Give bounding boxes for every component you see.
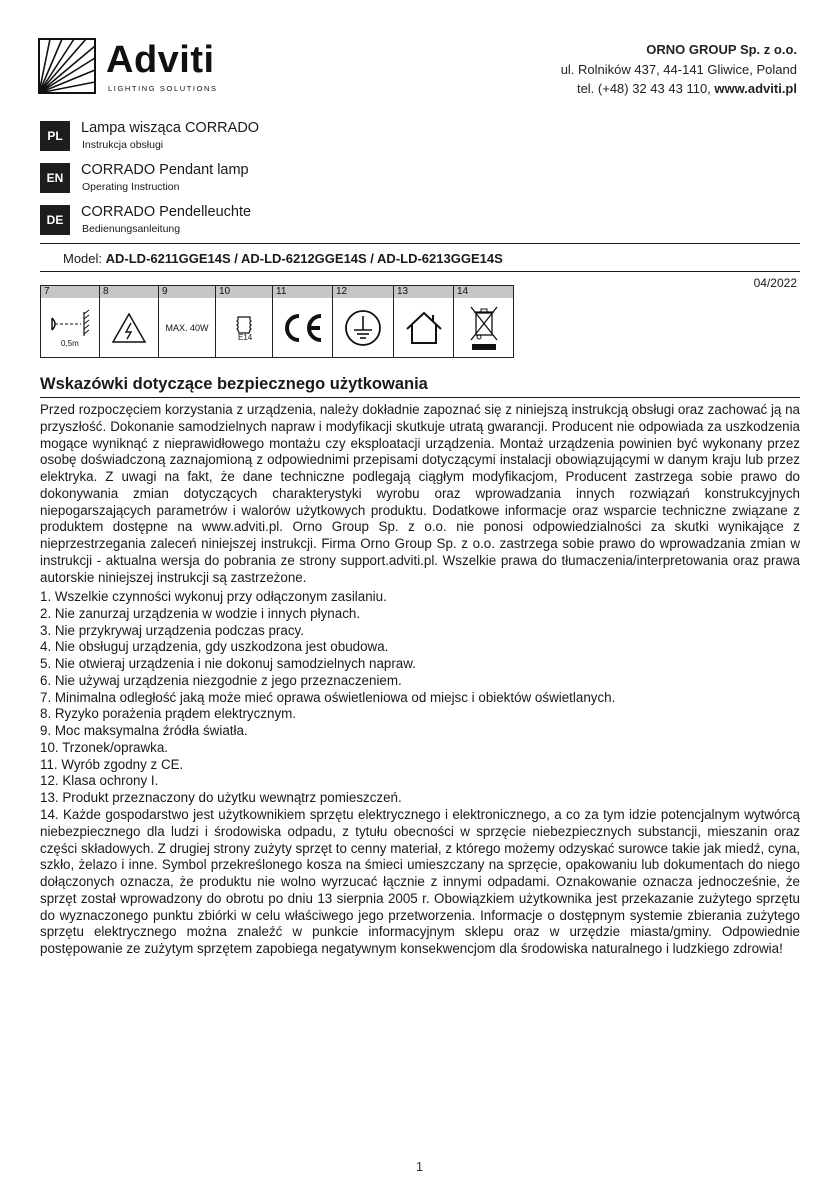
symbol-cell-10 <box>216 286 273 357</box>
lang-title-en: CORRADO Pendant lamp <box>81 162 249 178</box>
symbol-number: 7 <box>44 286 50 297</box>
list-item: 13. Produkt przeznaczony do użytku wewnątrz pomieszczeń. <box>40 790 402 805</box>
logo-rays-icon <box>38 38 96 94</box>
symbol-cell-14 <box>454 286 513 357</box>
lang-subtitle-de: Bedienungsanleitung <box>82 223 181 235</box>
lang-subtitle-en: Operating Instruction <box>82 181 180 193</box>
symbol-number: 12 <box>336 286 348 297</box>
page-number: 1 <box>415 1159 424 1174</box>
company-name: ORNO GROUP Sp. z o.o. <box>646 42 797 57</box>
weee-disposal-paragraph: 14. Każde gospodarstwo jest użytkownikiem sprzętu elektrycznego i elektronicznego, a co za tym idzie potencjalnym wytwórcą niebezpiecznego dla ludzi i środowiska odpadu, z tytułu obecności w sprzęcie niebezpiecznych substancji, mieszanin oraz części składowych. Z drugiej strony zużyty sprzęt to cenny materiał, z którego możemy odzyskać surowce takie jak miedź, cyna, szkło, żelazo i inne. Symbol przekreślonego kosza na śmieci umieszczany na sprzęcie, opakowaniu lub dokumentach do niego dołączonych oznacza, że produktu nie wolno wyrzucać łącznie z innymi odpadami. Oznakowanie oznacza jednocześnie, że sprzęt został wprowadzony do obrotu po dniu 13 sierpnia 2005 r. Obowiązkiem użytkownika jest przekazanie zużytego sprzętu do wyznaczonego punktu zbiórki w celu właściwego jego przetworzenia. Informacje o dostępnym systemie zbierania zużytego sprzętu elektrycznego można znaleźć w punkcie informacyjnym sklepu oraz w urzędzie miasta/gminy. Odpowiednie postępowanie ze zużytym sprzętem zapobiega negatywnym konsekwencjom dla środowiska naturalnego i ludzkiego zdrowia! <box>40 807 800 956</box>
symbol-number: 14 <box>457 286 469 297</box>
list-item: 3. Nie przykrywaj urządzenia podczas pracy. <box>40 622 304 638</box>
list-item: 8. Ryzyko porażenia prądem elektrycznym. <box>40 706 297 722</box>
list-item: 9. Moc maksymalna źródła światła. <box>40 723 248 738</box>
max-power-text: MAX. 40W <box>165 322 209 333</box>
company-info <box>561 40 797 99</box>
model-label: Model: <box>63 251 106 266</box>
symbols-table <box>40 285 514 358</box>
divider <box>40 271 800 272</box>
list-item: 7. Minimalna odległość jaką może mieć oprawa oświetleniowa od miejsc i obiektów oświetlanych. <box>40 689 616 705</box>
list-item: 1. Wszelkie czynności wykonuj przy odłączonym zasilaniu. <box>40 589 387 604</box>
symbol-number: 13 <box>397 286 409 297</box>
safety-list <box>40 589 800 807</box>
weee-crossed-bin-icon <box>467 304 501 352</box>
symbol-cell-12 <box>333 286 394 357</box>
model-value: AD-LD-6211GGE14S / AD-LD-6212GGE14S / AD-LD-6213GGE14S <box>105 251 503 266</box>
lang-title-de: CORRADO Pendelleuchte <box>81 204 252 220</box>
symbol-cell-9 <box>159 286 216 357</box>
company-contact <box>561 79 797 99</box>
list-item: 6. Nie używaj urządzenia niezgodnie z jego przeznaczeniem. <box>40 672 402 688</box>
lang-badge-pl: PL <box>40 121 70 151</box>
symbol-number: 10 <box>219 286 231 297</box>
list-item: 10. Trzonek/oprawka. <box>40 739 169 755</box>
electric-shock-warning-icon <box>111 311 147 345</box>
distance-label: 0,5m <box>61 339 79 348</box>
list-item: 4. Nie obsługuj urządzenia, gdy uszkodzona jest obudowa. <box>40 639 389 655</box>
lang-badge-en: EN <box>40 163 70 193</box>
divider <box>40 397 800 398</box>
safety-intro-paragraph: Przed rozpoczęciem korzystania z urządzenia, należy dokładnie zapoznać się z niniejszą instrukcją obsługi oraz zachować ją na przyszłość. Dokonanie samodzielnych napraw i modyfikacji skutkuje utratą gwarancji. Producent nie odpowiada za uszkodzenia mogące wyniknąć z nieprawidłowego montażu czy eksploatacji urządzenia. Montaż urządzenia powinien być wykonany przez osobę doświadczoną zaznajomioną z odpowiednimi przepisami dotyczącymi instalacji obowiązującymi w danym kraju lub przez elektryka. Z uwagi na fakt, że dane techniczne podlegają ciągłym modyfikacjom, Producent zastrzega sobie prawo do dokonywania zmian dotyczących charakterystyki wyrobu oraz wprowadzania innych rozwiązań konstrukcyjnych niepogarszających parametrów i walorów użytkowych produktu. Dodatkowe informacje oraz wsparcie techniczne związane z produktem dostępne na www.adviti.pl. Orno Group Sp. z o.o. nie ponosi odpowiedzialności za skutki wynikające z nieprzestrzegania zaleceń niniejszej instrukcji. Firma Orno Group Sp. z o.o. zastrzega sobie prawo do wprowadzania zmian w instrukcji - aktualna wersja do pobrania ze strony support.adviti.pl. Wszelkie prawa do tłumaczenia/interpretowania oraz prawa autorskie niniejszej instrukcji są zastrzeżone. <box>40 402 800 585</box>
lang-subtitle-pl: Instrukcja obsługi <box>82 139 164 151</box>
company-phone: tel. (+48) 32 43 43 110, <box>576 81 715 96</box>
symbol-cell-13 <box>394 286 454 357</box>
divider <box>40 243 800 244</box>
ce-mark-icon <box>279 312 327 344</box>
list-item: 2. Nie zanurzaj urządzenia w wodzie i innych płynach. <box>40 605 361 621</box>
list-item: 11. Wyrób zgodny z CE. <box>40 756 184 772</box>
symbol-cell-11 <box>273 286 333 357</box>
list-item: 12. Klasa ochrony I. <box>40 773 159 789</box>
brand-logo <box>38 38 238 98</box>
socket-label: E14 <box>238 333 253 342</box>
lang-badge-de: DE <box>40 205 70 235</box>
company-address: ul. Rolników 437, 44-141 Gliwice, Poland <box>560 61 797 77</box>
document-date: 04/2022 <box>753 276 797 290</box>
symbol-number: 8 <box>103 286 109 297</box>
symbol-cell-8 <box>100 286 159 357</box>
lang-title-pl: Lampa wisząca CORRADO <box>81 120 260 136</box>
company-website[interactable]: www.adviti.pl <box>714 81 797 96</box>
list-item: 5. Nie otwieraj urządzenia i nie dokonuj samodzielnych napraw. <box>40 656 416 671</box>
section-title: Wskazówki dotyczące bezpiecznego użytkowania <box>40 375 428 393</box>
symbol-number: 11 <box>276 286 287 297</box>
symbol-cell-7 <box>41 286 100 357</box>
brand-tagline: LIGHTING SOLUTIONS <box>108 84 218 93</box>
indoor-use-house-icon <box>404 309 444 347</box>
symbol-number: 9 <box>162 286 168 297</box>
model-line <box>63 251 503 266</box>
brand-name: Adviti <box>106 39 215 81</box>
protective-earth-icon <box>343 308 383 348</box>
